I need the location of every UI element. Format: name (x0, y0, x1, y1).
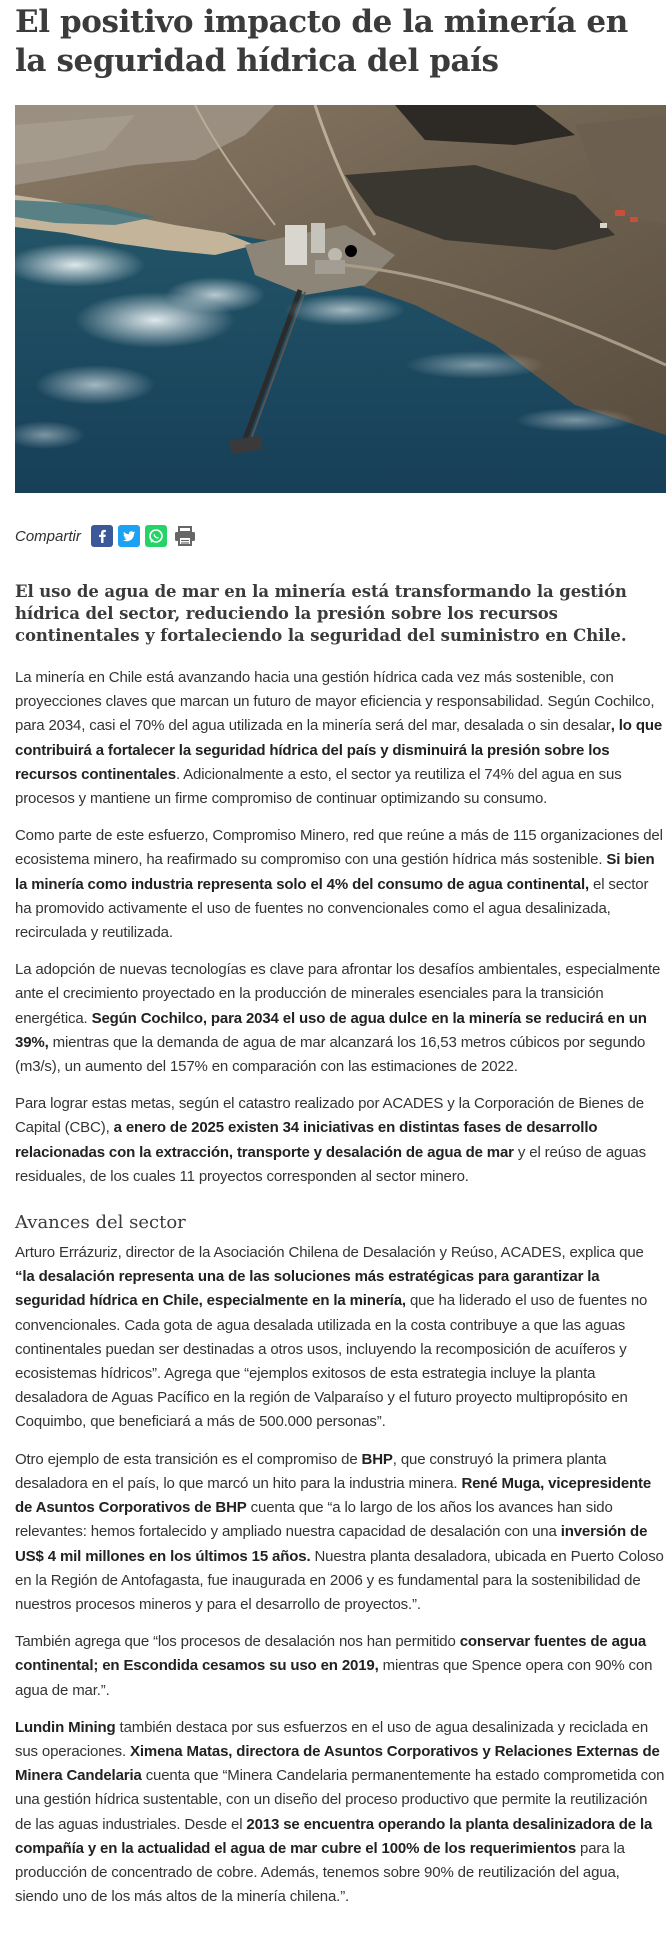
text: También agrega que “los procesos de desalación nos han permitido (15, 1633, 460, 1651)
paragraph-4 (15, 1092, 666, 1189)
text: . Adicionalmente a esto, el sector ya reutiliza el 74% del agua en sus procesos y mantiene un firme compromiso de continuar optimizando su consumo. (15, 765, 622, 808)
bold-text: 2013 se encuentra operando la planta desalinizadora de la compañía y en la actualidad el agua de mar cubre el 100% de los requerimientos (15, 1815, 653, 1857)
article (0, 3, 666, 1909)
text: el sector ha promovido activamente el uso de fuentes no convencionales como el agua desalinizada, recirculada y reutilizada. (15, 875, 649, 942)
whatsapp-icon[interactable] (145, 525, 167, 547)
text: mientras que Spence opera con 90% con agua de mar.”. (15, 1657, 653, 1699)
paragraph-3 (15, 958, 666, 1079)
text: , que construyó la primera planta desaladora en el país, lo que marcó un hito para la industria minera. (15, 1450, 607, 1492)
text: también destaca por sus esfuerzos en el uso de agua desalinizada y reciclada en sus operaciones. (15, 1718, 649, 1760)
text: Arturo Errázuriz, director de la Asociación Chilena de Desalación y Reúso, ACADES, explica que (15, 1244, 644, 1262)
text: Para lograr estas metas, según el catastro realizado por ACADES y la Corporación de Bienes de Capital (CBC), (15, 1095, 644, 1137)
bold-text: Si bien la minería como industria representa solo el 4% del consumo de agua continental, (15, 851, 655, 893)
bold-text: inversión de US$ 4 mil millones en los últimos 15 años. (15, 1523, 648, 1565)
facebook-icon[interactable] (91, 525, 113, 547)
text: Como parte de este esfuerzo, Compromiso Minero, red que reúne a más de 115 organizaciones del ecosistema minero, ha reafirmado su compromiso con una gestión hídrica más sostenible. (15, 827, 663, 869)
text: mientras que la demanda de agua de mar alcanzará los 16,53 metros cúbicos por segundo (m3/s), un aumento del 157% en comparación con las estimaciones de 2022. (15, 1033, 646, 1076)
bold-text: BHP (361, 1450, 393, 1468)
article-lead: El uso de agua de mar en la minería está transformando la gestión hídrica del sector, reduciendo la presión sobre los recursos continentales y fortaleciendo la seguridad del suministro en Chile. (15, 582, 627, 645)
twitter-icon[interactable] (118, 525, 140, 547)
bold-text: Según Cochilco, para 2034 el uso de agua dulce en la minería se reducirá en un 39%, (15, 1009, 647, 1051)
paragraph-6 (15, 1448, 666, 1617)
text: que ha liderado el uso de fuentes no convencionales. Cada gota de agua desalada utilizada en la costa contribuye a que las aguas continentales puedan ser destinadas a otros usos, incluyendo la recomposición de acuíferos y ecosistemas hídricos”. Agrega que “ejemplos exitosos de esta estrategia incluye la planta desaladora de Aguas Pacífico en la región de Valparaíso y el futuro proyecto multipropósito en Coquimbo, que beneficiará a más de 500.000 personas”. (15, 1292, 648, 1431)
bold-text: René Muga, vicepresidente de Asuntos Corporativos de BHP (15, 1474, 652, 1517)
paragraph-8 (15, 1716, 666, 1910)
bold-text: conservar fuentes de agua continental; en Escondida cesamos su uso en 2019, (15, 1633, 647, 1675)
bold-text: Lundin Mining (15, 1718, 116, 1736)
aerial-photo-desalination-plant (15, 105, 666, 493)
hero-image (15, 105, 666, 493)
share-bar (15, 523, 666, 549)
paragraph-2 (15, 824, 666, 945)
text: y el reúso de aguas residuales, de los cuales 11 proyectos corresponden al sector minero. (15, 1143, 646, 1185)
text: La adopción de nuevas tecnologías es clave para afrontar los desafíos ambientales, especialmente ante el crecimiento proyectado en la producción de minerales esenciales para la transición energética. (15, 961, 661, 1027)
paragraph-1 (15, 666, 666, 811)
bold-text: Ximena Matas, directora de Asuntos Corporativos y Relaciones Externas de Minera Candelaria (15, 1742, 660, 1785)
section-heading: Avances del sector (15, 1212, 186, 1234)
text: para la producción de concentrado de cobre. Además, tenemos sobre 90% de reutilización del agua, siendo uno de los más altos de la minería chilena.”. (15, 1839, 625, 1906)
bold-text: , lo que contribuirá a fortalecer la seguridad hídrica del país y disminuirá la presión sobre los recursos continentales (15, 717, 663, 783)
text: cuenta que “a lo largo de los años los avances han sido relevantes: hemos fortalecido y ampliado nuestra capacidad de desalación con una (15, 1499, 613, 1541)
bold-text: a enero de 2025 existen 34 iniciativas en distintas fases de desarrollo relacionadas con la extracción, transporte y desalación de agua de mar (15, 1119, 598, 1161)
share-label: Compartir (15, 527, 81, 545)
paragraph-5 (15, 1241, 666, 1435)
text: La minería en Chile está avanzando hacia una gestión hídrica cada vez más sostenible, con proyecciones claves que marcan un futuro de mayor eficiencia y responsabilidad. Según Cochilco, para 2034, casi el 70% del agua utilizada en la minería será del mar, desalada o sin desalar (15, 669, 655, 735)
paragraph-7 (15, 1630, 666, 1703)
text: Otro ejemplo de esta transición es el compromiso de (15, 1450, 362, 1468)
print-icon[interactable] (172, 525, 198, 547)
text: Nuestra planta desaladora, ubicada en Puerto Coloso en la Región de Antofagasta, fue inaugurada en 2006 y es fundamental para la sostenibilidad de nuestros procesos mineros y para el desarrollo de proyectos.”. (15, 1547, 664, 1613)
text: cuenta que “Minera Candelaria permanentemente ha estado comprometida con una gestión hídrica sustentable, con un diseño del proceso productivo que permite la reutilización de las aguas industriales. Desde el (15, 1767, 665, 1833)
bold-text: “la desalación representa una de las soluciones más estratégicas para garantizar la seguridad hídrica en Chile, especialmente en la minería, (15, 1268, 600, 1310)
article-title: El positivo impacto de la minería en la seguridad hídrica del país (15, 4, 628, 79)
